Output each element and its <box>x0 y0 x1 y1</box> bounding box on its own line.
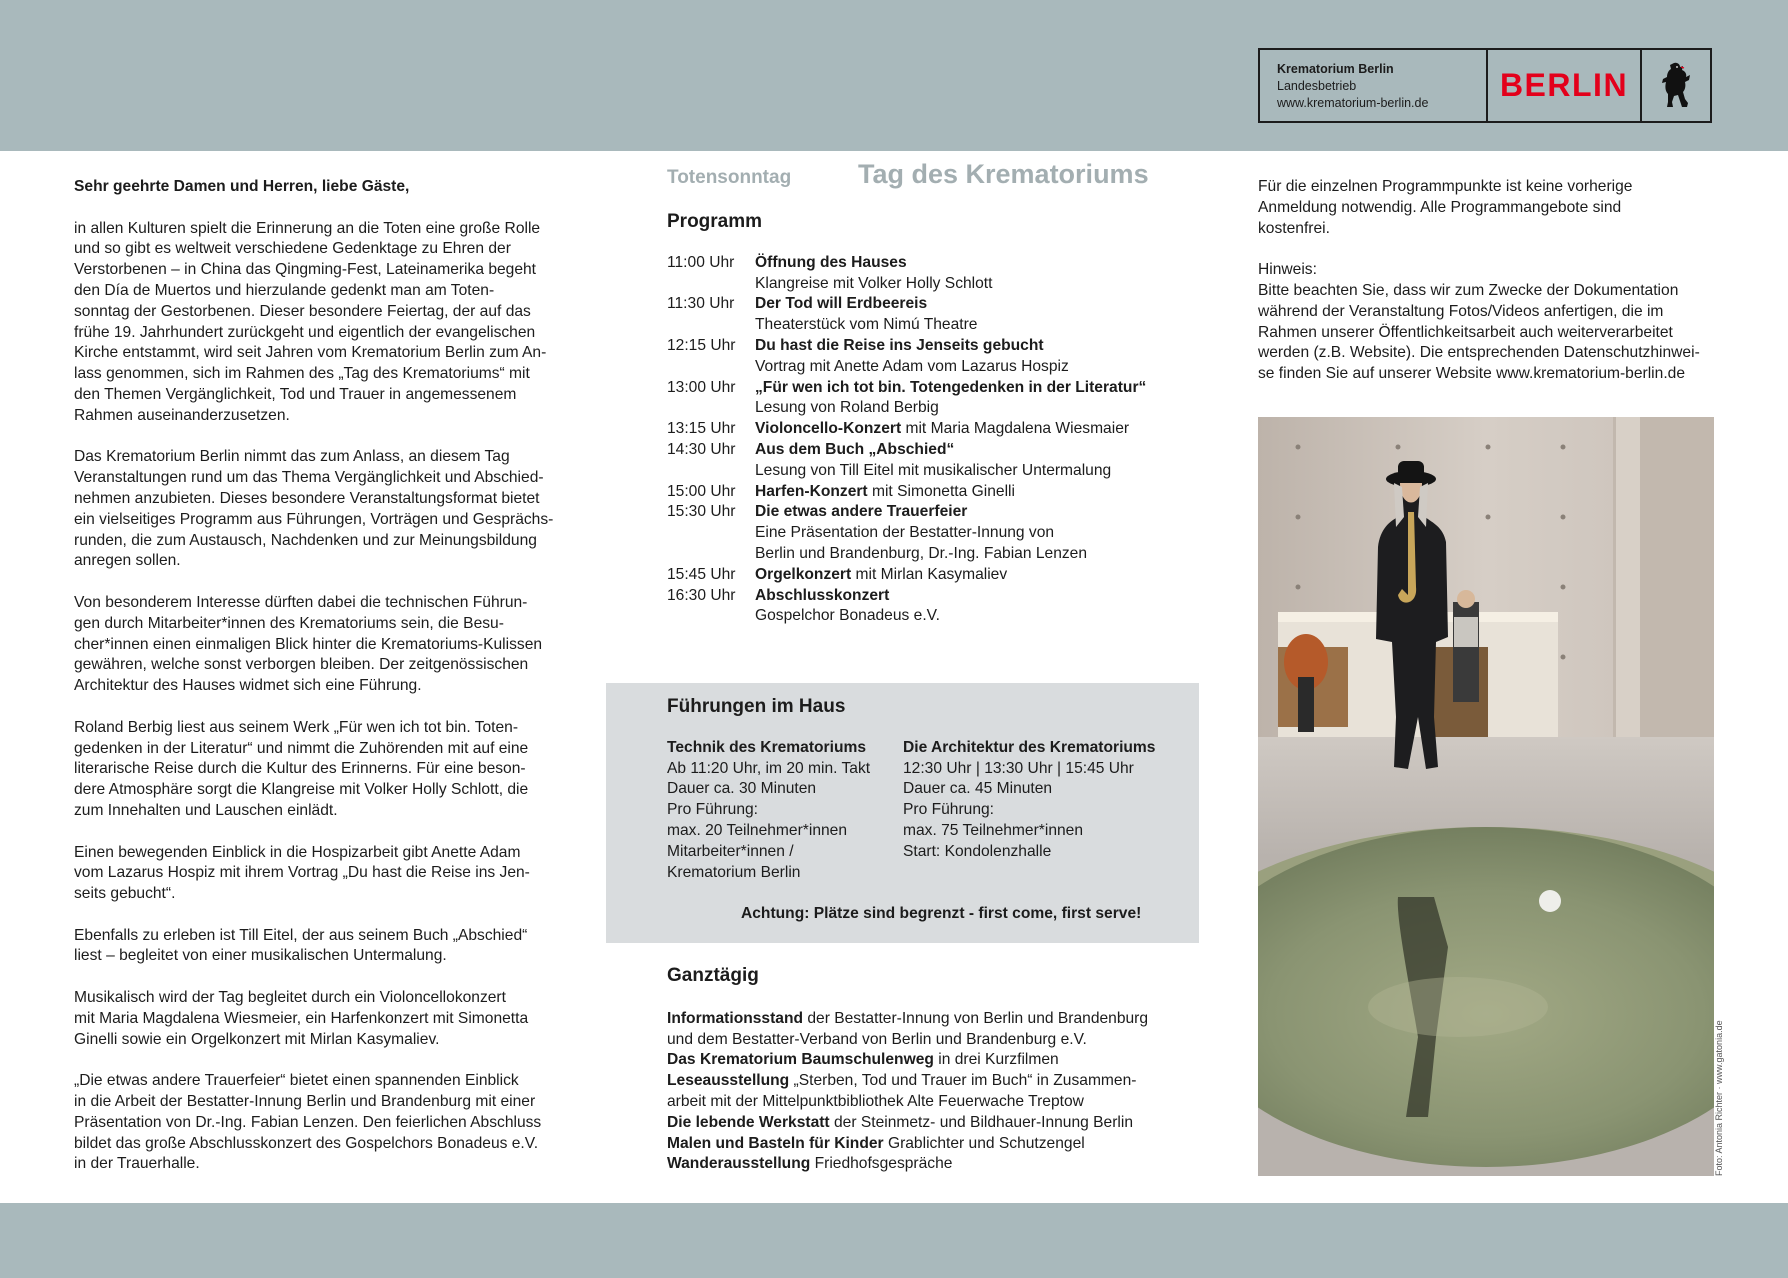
intro-paragraphs <box>74 219 554 1176</box>
footer-band <box>0 1203 1788 1278</box>
berlin-wordmark: BERLIN <box>1488 50 1642 121</box>
program-details <box>755 502 1087 564</box>
tour-architektur-details <box>903 759 1163 863</box>
allday-item-text: der Steinmetz- und Bildhauer-Innung Berlin <box>829 1113 1134 1131</box>
program-time: 14:30 Uhr <box>667 440 736 458</box>
program-item <box>667 482 1187 503</box>
intro-paragraph: „Die etwas andere Trauerfeier“ bietet einen spannenden Einblick in die Arbeit der Bestatter-Innung Berlin und Brandenburg mit einer Präsentation von Dr.-Ing. Fabian Lenzen. Den feierlichen Abschluss bildet das große Abschlusskonzert des Gospelchors Bonadeus e.V. in der Trauerhalle. <box>74 1072 542 1173</box>
tour-technik <box>667 738 903 884</box>
allday-item-title: Informationsstand <box>667 1009 804 1027</box>
program-item <box>667 336 1187 378</box>
tour-detail: Dauer ca. 30 Minuten <box>667 780 817 798</box>
program-headline <box>755 378 1146 399</box>
program-details <box>755 378 1146 420</box>
allday-item-title: Das Krematorium Baumschulenweg <box>667 1051 934 1069</box>
program-headline <box>755 502 1087 523</box>
program-time: 15:30 Uhr <box>667 503 736 521</box>
allday-item-text: Friedhofsgespräche <box>810 1155 953 1173</box>
program-time: 11:00 Uhr <box>667 253 735 271</box>
program-item <box>667 586 1187 628</box>
program-time: 12:15 Uhr <box>667 336 736 354</box>
tour-detail: Pro Führung: <box>903 801 995 819</box>
program-item <box>667 253 1187 295</box>
program-time: 11:30 Uhr <box>667 295 735 313</box>
program-description: Lesung von Roland Berbig <box>755 399 939 417</box>
program-description: Lesung von Till Eitel mit musikalischer Untermalung <box>755 461 1112 479</box>
allday-item <box>667 1030 1187 1051</box>
program-event-extra: mit Maria Magdalena Wiesmaier <box>901 420 1130 438</box>
program-item <box>667 565 1187 586</box>
program-event-extra: mit Simonetta Ginelli <box>867 482 1015 500</box>
tours-note: Achtung: Plätze sind begrenzt - first come, first serve! <box>741 905 1142 923</box>
program-details <box>755 482 1015 503</box>
program-headline <box>755 482 1015 503</box>
program-event-title: Du hast die Reise ins Jenseits gebucht <box>755 336 1044 354</box>
allday-item-title: Leseausstellung <box>667 1072 790 1090</box>
program-header <box>667 159 1187 212</box>
program-details <box>755 419 1129 440</box>
photo-credit: Foto: Antonia Richter · www.gatonia.de <box>1714 1020 1724 1176</box>
tours-inner <box>667 697 1187 925</box>
program-event-title: Harfen-Konzert <box>755 482 868 500</box>
program-event-title: Aus dem Buch „Abschied“ <box>755 440 955 458</box>
program-details <box>755 253 992 295</box>
allday-list <box>667 1009 1187 1175</box>
tour-architektur <box>903 738 1163 884</box>
intro-paragraph: Roland Berbig liest aus seinem Werk „Für wen ich tot bin. Toten- gedenken in der Literatur“ und nimmt die Zuhörenden mit auf eine literarische Reise durch die Kultur des Erinnerns. Für eine beson- dere Atmosphäre sorgt die Klangreise mit Volker Holly Schlott, die zum Innehalten und Lauschen einlädt. <box>74 718 529 819</box>
info-paragraph: Für die einzelnen Programmpunkte ist keine vorherige Anmeldung notwendig. Alle Programmangebote sind kostenfrei. <box>1258 178 1633 237</box>
program-time: 15:00 Uhr <box>667 482 736 500</box>
program-title: Programm <box>667 211 763 232</box>
tour-detail: max. 75 Teilnehmer*innen <box>903 821 1084 839</box>
allday-item <box>667 1050 1187 1071</box>
logo-org: Krematorium Berlin <box>1277 62 1394 76</box>
info-paragraphs <box>1258 177 1718 385</box>
program-event-title: Orgelkonzert <box>755 565 852 583</box>
logo-block <box>1258 48 1712 123</box>
tour-detail: Start: Kondolenzhalle <box>903 842 1052 860</box>
program-description: Klangreise mit Volker Holly Schlott <box>755 274 993 292</box>
tour-architektur-title: Die Architektur des Krematoriums <box>903 738 1156 756</box>
program-item <box>667 294 1187 336</box>
program-item <box>667 502 1187 564</box>
intro-paragraph: Ebenfalls zu erleben ist Till Eitel, der aus seinem Buch „Abschied“ liest – begleitet von einer musikalischen Untermalung. <box>74 926 528 965</box>
tours-box <box>606 683 1199 943</box>
allday-item-text: Grablichter und Schutzengel <box>883 1134 1085 1152</box>
tours-columns <box>667 738 1187 884</box>
program-description: Vortrag mit Anette Adam vom Lazarus Hospiz <box>755 357 1069 375</box>
allday-item <box>667 1092 1187 1113</box>
allday-item <box>667 1009 1187 1030</box>
allday-item <box>667 1134 1187 1155</box>
program-time: 15:45 Uhr <box>667 565 736 583</box>
program-description: Eine Präsentation der Bestatter-Innung von <box>755 524 1055 542</box>
intro-paragraph: Einen bewegenden Einblick in die Hospizarbeit gibt Anette Adam vom Lazarus Hospiz mit ihrem Vortrag „Du hast die Reise ins Jen- seits gebucht“. <box>74 843 530 903</box>
logo-type: Landesbetrieb <box>1277 79 1357 93</box>
allday-item-text: der Bestatter-Innung von Berlin und Brandenburg <box>803 1009 1149 1027</box>
allday-item <box>667 1154 1187 1175</box>
tour-technik-details <box>667 759 903 884</box>
allday-item-text: arbeit mit der Mittelpunktbibliothek Alte Feuerwache Treptow <box>667 1092 1084 1110</box>
intro-column <box>74 177 554 1196</box>
allday-item-title: Malen und Basteln für Kinder <box>667 1134 884 1152</box>
program-event-title: Violoncello-Konzert <box>755 420 902 438</box>
program-event-extra: mit Mirlan Kasymaliev <box>851 565 1008 583</box>
info-column <box>1258 177 1718 406</box>
tour-detail: Dauer ca. 45 Minuten <box>903 780 1053 798</box>
program-item <box>667 419 1187 440</box>
tour-technik-title: Technik des Krematoriums <box>667 738 867 756</box>
program-headline <box>755 253 992 274</box>
tours-title: Führungen im Haus <box>667 696 846 717</box>
intro-paragraph: Musikalisch wird der Tag begleitet durch ein Violoncellokonzert mit Maria Magdalena Wiesmeier, ein Harfenkonzert mit Simonetta Ginelli sowie ein Orgelkonzert mit Mirlan Kasymaliev. <box>74 989 529 1048</box>
allday-item-text: „Sterben, Tod und Trauer im Buch“ in Zusammen- <box>789 1072 1137 1090</box>
program-headline <box>755 336 1069 357</box>
allday-item-text: und dem Bestatter-Verband von Berlin und Brandenburg e.V. <box>667 1030 1087 1048</box>
program-time: 13:00 Uhr <box>667 378 736 396</box>
info-paragraph: Hinweis: Bitte beachten Sie, dass wir zum Zwecke der Dokumentation während der Veranstaltung Fotos/Videos anfertigen, die im Rahmen unserer Öffentlichkeitsarbeit auch weiterverarbeitet werden (z.B. Website). Die entsprechenden Datenschutzhinwei- se finden Sie auf unserer Website www.krematorium-berlin.de <box>1258 261 1700 383</box>
intro-paragraph: Von besonderem Interesse dürften dabei die technischen Führun- gen durch Mitarbeiter*innen des Krematoriums sein, die Besu- cher*innen einen einmaligen Blick hinter die Krematoriums-Kulissen gewähren, welche sonst verborgen bleiben. Der zeitgenössischen Architektur des Hauses widmet sich eine Führung. <box>74 593 543 695</box>
program-description: Theaterstück vom Nimú Theatre <box>755 316 978 334</box>
logo-url: www.krematorium-berlin.de <box>1277 96 1429 110</box>
program-headline <box>755 294 977 315</box>
allday-item <box>667 1071 1187 1092</box>
program-details <box>755 294 977 336</box>
program-item <box>667 378 1187 420</box>
program-details <box>755 336 1069 378</box>
program-headline <box>755 565 1007 586</box>
intro-paragraph: in allen Kulturen spielt die Erinnerung an die Toten eine große Rolle und so gibt es weltweit verschiedene Gedenktage zu Ehren der Verstorbenen – in China das Qingming-Fest, Lateinamerika begeht den Día de Muertos und hierzulande gedenkt man am Toten- sonntag der Gestorbenen. Dieser besondere Feiertag, der auf das frühe 19. Jahrhundert zurückgeht und eigentlich der evangelischen Kirche entstammt, wird seit Jahren vom Krematorium Berlin zum An- lass genommen, sich im Rahmen des „Tag des Krematoriums“ mit den Themen Vergänglichkeit, Tod und Trauer in angemessenem Rahmen auseinanderzusetzen. <box>74 219 547 424</box>
tour-detail: Ab 11:20 Uhr, im 20 min. Takt <box>667 759 871 777</box>
allday-item-text: in drei Kurzfilmen <box>933 1051 1059 1069</box>
allday-section <box>667 966 1187 1175</box>
allday-title: Ganztägig <box>667 965 759 986</box>
tour-detail: Mitarbeiter*innen / <box>667 842 794 860</box>
allday-item-title: Die lebende Werkstatt <box>667 1113 830 1131</box>
tour-detail: 12:30 Uhr | 13:30 Uhr | 15:45 Uhr <box>903 759 1134 777</box>
greeting: Sehr geehrte Damen und Herren, liebe Gäste, <box>74 178 410 195</box>
berlin-bear-icon <box>1642 50 1710 121</box>
allday-item-title: Wanderausstellung <box>667 1155 811 1173</box>
logo-text <box>1260 50 1488 121</box>
program-column <box>667 159 1187 627</box>
program-event-title: Öffnung des Hauses <box>755 253 907 271</box>
program-description: Gospelchor Bonadeus e.V. <box>755 607 940 625</box>
program-headline <box>755 419 1129 440</box>
program-event-title: Die etwas andere Trauerfeier <box>755 503 968 521</box>
program-list <box>667 253 1187 627</box>
tour-detail: Pro Führung: <box>667 801 759 819</box>
program-event-title: Der Tod will Erdbeereis <box>755 295 928 313</box>
program-time: 16:30 Uhr <box>667 586 736 604</box>
header-subtitle: Totensonntag <box>667 167 792 188</box>
allday-item <box>667 1113 1187 1134</box>
program-event-title: Abschlusskonzert <box>755 586 890 604</box>
header-title: Tag des Krematoriums <box>858 159 1149 189</box>
program-headline <box>755 440 1111 461</box>
tour-detail: max. 20 Teilnehmer*innen <box>667 821 848 839</box>
program-details <box>755 565 1007 586</box>
program-details <box>755 586 940 628</box>
program-description: Berlin und Brandenburg, Dr.-Ing. Fabian Lenzen <box>755 544 1088 562</box>
program-item <box>667 440 1187 482</box>
program-time: 13:15 Uhr <box>667 420 736 438</box>
event-photo <box>1258 417 1714 1176</box>
intro-paragraph: Das Krematorium Berlin nimmt das zum Anlass, an diesem Tag Veranstaltungen rund um das Thema Vergänglichkeit und Abschied- nehmen anzubieten. Dieses besondere Veranstaltungsformat bietet ein vielseitiges Programm aus Führungen, Vorträgen und Gesprächs- runden, die zum Austausch, Nachdenken und zur Meinungsbildung anregen sollen. <box>74 448 554 570</box>
program-headline <box>755 586 940 607</box>
tour-detail: Krematorium Berlin <box>667 863 801 881</box>
program-details <box>755 440 1111 482</box>
program-event-title: „Für wen ich tot bin. Totengedenken in der Literatur“ <box>755 378 1147 396</box>
